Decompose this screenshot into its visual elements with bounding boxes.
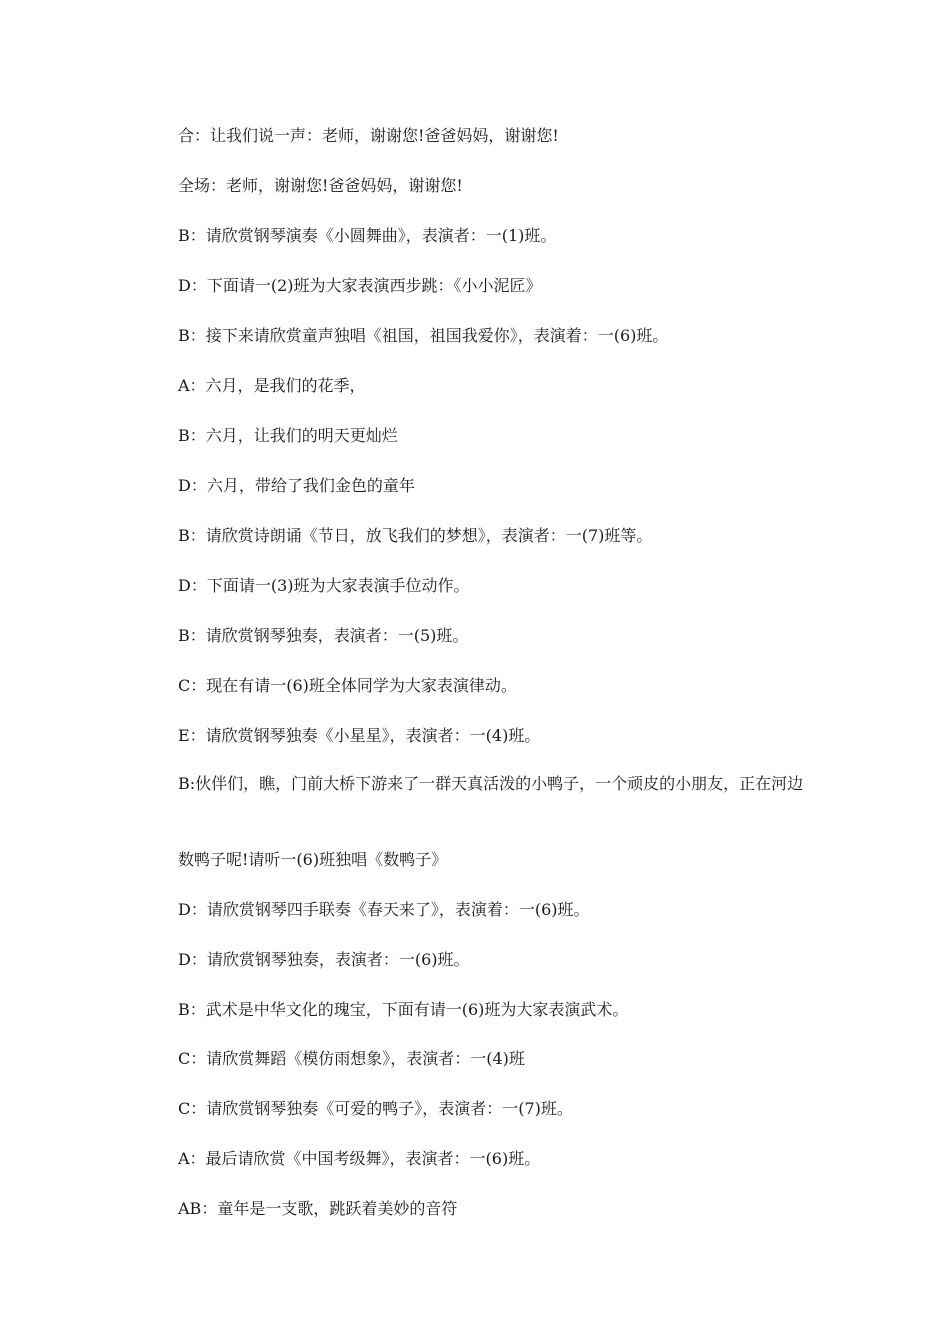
paragraph-17: D：请欣赏钢琴独奏，表演者：一(6)班。 [178,950,470,969]
paragraph-11: B：请欣赏钢琴独奏，表演者：一(5)班。 [178,626,469,645]
paragraph-5: B：接下来请欣赏童声独唱《祖国，祖国我爱你》，表演着：一(6)班。 [178,326,669,345]
paragraph-14: B:伙伴们，瞧，门前大桥下游来了一群天真活泼的小鸭子，一个顽皮的小朋友，正在河边 [178,774,804,793]
paragraph-9: B：请欣赏诗朗诵《节日，放飞我们的梦想》，表演者：一(7)班等。 [178,526,653,545]
paragraph-20: C：请欣赏钢琴独奏《可爱的鸭子》，表演者：一(7)班。 [178,1099,573,1118]
paragraph-4: D：下面请一(2)班为大家表演西步跳：《小小泥匠》 [178,276,542,295]
paragraph-18: B：武术是中华文化的瑰宝，下面有请一(6)班为大家表演武术。 [178,1000,629,1019]
paragraph-22: AB：童年是一支歌，跳跃着美妙的音符 [178,1199,458,1218]
paragraph-2: 全场：老师，谢谢您!爸爸妈妈，谢谢您! [178,176,463,195]
paragraph-12: C：现在有请一(6)班全体同学为大家表演律动。 [178,676,517,695]
paragraph-10: D：下面请一(3)班为大家表演手位动作。 [178,576,470,595]
paragraph-15: 数鸭子呢!请听一(6)班独唱《数鸭子》 [178,850,448,869]
paragraph-6: A：六月，是我们的花季， [178,376,366,395]
paragraph-7: B：六月，让我们的明天更灿烂 [178,426,398,445]
paragraph-21: A：最后请欣赏《中国考级舞》，表演者：一(6)班。 [178,1149,541,1168]
paragraph-16: D：请欣赏钢琴四手联奏《春天来了》，表演着：一(6)班。 [178,900,590,919]
paragraph-13: E：请欣赏钢琴独奏《小星星》，表演者：一(4)班。 [178,726,541,745]
paragraph-3: B：请欣赏钢琴演奏《小圆舞曲》，表演者：一(1)班。 [178,226,557,245]
paragraph-19: C：请欣赏舞蹈《模仿雨想象》，表演者：一(4)班 [178,1049,525,1068]
paragraph-8: D：六月，带给了我们金色的童年 [178,476,415,495]
paragraph-1: 合：让我们说一声：老师，谢谢您!爸爸妈妈，谢谢您! [178,126,559,145]
